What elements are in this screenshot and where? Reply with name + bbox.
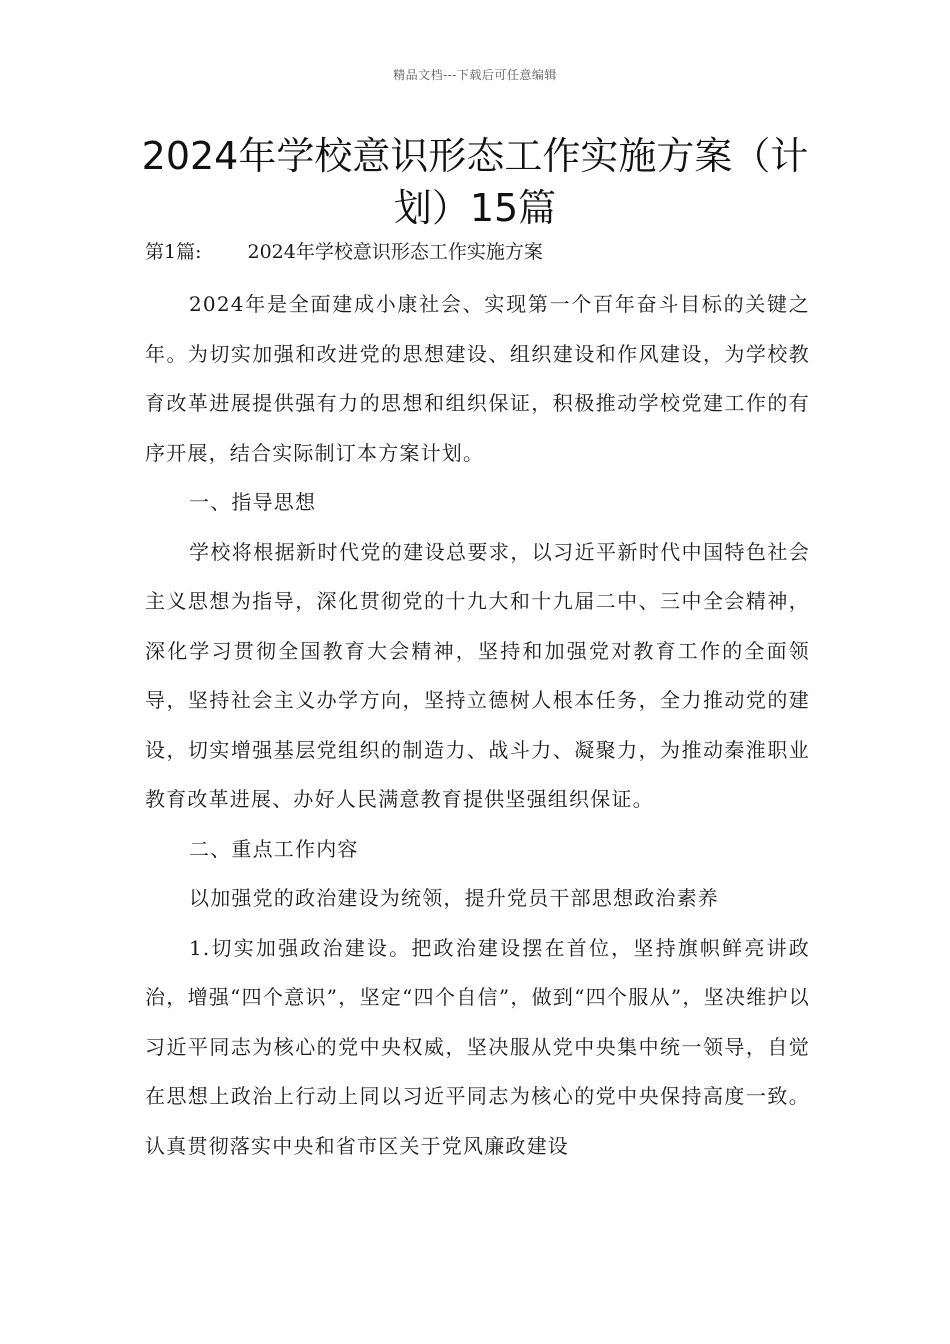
guiding-thought-paragraph: 学校将根据新时代党的建设总要求，以习近平新时代中国特色社会主义思想为指导，深化贯彻党的十九大和十九届二中、三中全会精神，深化学习贯彻全国教育大会精神，坚持和加强党对教育工作的全面领导，坚持社会主义办学方向，坚持立德树人根本任务，全力推动党的建设，切实增强基层党组织的制造力、战斗力、凝聚力，为推动秦淮职业教育改革进展、办好人民满意教育提供坚强组织保证。 bbox=[145, 539, 810, 811]
section-heading-key-work: 二、重点工作内容 bbox=[189, 836, 359, 861]
watermark-header: 精品文档---下载后可任意编辑 bbox=[393, 68, 557, 82]
intro-paragraph: 2024年是全面建成小康社会、实现第一个百年奋斗目标的关键之年。为切实加强和改进党的思想建设、组织建设和作风建设，为学校教育改革进展提供强有力的思想和组织保证，积极推动学校党建工作的有序开展，结合实际制订本方案计划。 bbox=[145, 292, 810, 465]
key-work-subheading: 以加强党的政治建设为统领，提升党员干部思想政治素养 bbox=[189, 886, 719, 910]
chapter-label: 第1篇: bbox=[145, 241, 202, 263]
section-heading-guiding-thought: 一、指导思想 bbox=[189, 490, 317, 514]
document-body bbox=[145, 280, 810, 1171]
chapter-title: 2024年学校意识形态工作实施方案 bbox=[247, 241, 543, 263]
chapter-subheading bbox=[145, 238, 543, 266]
item-1-paragraph: 1.切实加强政治建设。把政治建设摆在首位，坚持旗帜鲜亮讲政治，增强“四个意识”，坚定“四个自信”，做到“四个服从”，坚决维护以习近平同志为核心的党中央权威，坚决服从党中央集中统一领导，自觉在思想上政治上行动上同以习近平同志为核心的党中央保持高度一致。认真贯彻落实中央和省市区关于党风廉政建设 bbox=[145, 935, 810, 1158]
document-title: 2024年学校意识形态工作实施方案（计划）15篇 bbox=[141, 134, 809, 230]
